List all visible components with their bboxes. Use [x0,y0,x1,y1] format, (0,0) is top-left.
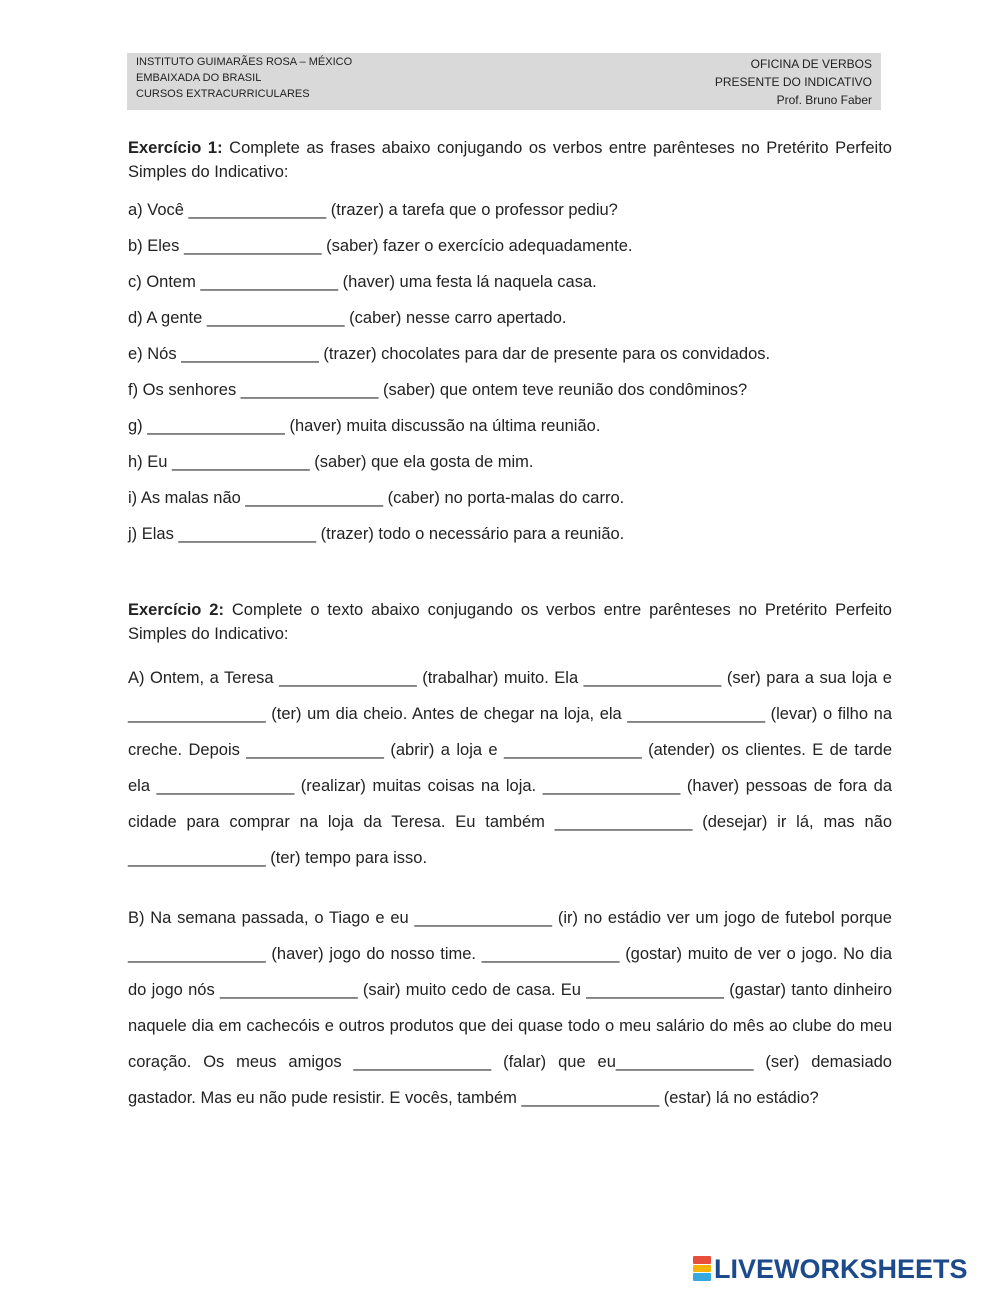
exercise-2 [128,598,892,1116]
answer-blank[interactable]: _______________ [521,1089,660,1107]
logo-bar-blue [693,1273,711,1281]
answer-blank[interactable]: _______________ [181,345,319,363]
answer-blank[interactable]: _______________ [615,1053,754,1071]
exercise-1-items [128,198,892,558]
item-prefix: a) Você [128,201,189,219]
item-prefix: f) Os senhores [128,381,241,399]
answer-blank[interactable]: _______________ [627,705,765,723]
paragraph-text: (levar) o filho na creche. Depois [128,705,893,759]
item-suffix: (haver) uma festa lá naquela casa. [338,273,597,291]
answer-blank[interactable]: _______________ [279,669,417,687]
item-prefix: h) Eu [128,453,173,471]
header-right-line-2: PRESENTE DO INDICATIVO [714,75,872,89]
exercise-1-item [128,414,892,450]
answer-blank[interactable]: _______________ [583,669,722,687]
answer-blank[interactable]: _______________ [554,813,693,831]
exercise-2-label: Exercício 2: [128,601,224,619]
exercise-1-item [128,486,892,522]
worksheet-content [128,136,892,1116]
logo-bar-red [693,1256,711,1264]
answer-blank[interactable]: _______________ [178,525,317,543]
header-institution [136,54,352,102]
answer-blank[interactable]: _______________ [542,777,681,795]
paragraph-text: (estar) lá no estádio? [659,1089,819,1107]
paragraph-text: (falar) que eu [491,1053,616,1071]
answer-blank[interactable]: _______________ [188,201,327,219]
liveworksheets-brand [693,1254,968,1284]
exercise-1-item [128,450,892,486]
exercise-1-item [128,198,892,234]
answer-blank[interactable]: _______________ [128,705,266,723]
answer-blank[interactable]: _______________ [586,981,724,999]
item-prefix: j) Elas [128,525,179,543]
page-header [127,53,881,110]
answer-blank[interactable]: _______________ [353,1053,492,1071]
paragraph-text: (haver) pessoas de fora da cidade para comprar na loja da Teresa. Eu também [128,777,892,831]
item-suffix: (saber) que ontem teve reunião dos condôminos? [378,381,748,399]
answer-blank[interactable]: _______________ [128,945,266,963]
item-prefix: e) Nós [128,345,182,363]
answer-blank[interactable]: _______________ [183,237,322,255]
answer-blank[interactable]: _______________ [128,849,266,867]
answer-blank[interactable]: _______________ [414,909,553,927]
exercise-1-label: Exercício 1: [128,139,223,157]
paragraph-text: (desejar) ir lá, mas não [692,813,892,831]
paragraph-text: (abrir) a loja e [383,741,505,759]
exercise-1-item [128,522,892,558]
item-prefix: i) As malas não [128,489,246,507]
item-prefix: c) Ontem [128,273,201,291]
item-suffix: (caber) nesse carro apertado. [344,309,567,327]
paragraph-text: (haver) jogo do nosso time. [265,945,482,963]
header-course [715,54,872,109]
paragraph-text: (gastar) tanto dinheiro naquele dia em cachecóis e outros produtos que dei quase todo o meu salário do mês ao clube do meu coração. Os meus amigos [128,981,893,1071]
answer-blank[interactable]: _______________ [504,741,642,759]
item-suffix: (saber) fazer o exercício adequadamente. [321,237,633,255]
paragraph-text: (ter) um dia cheio. Antes de chegar na loja, ela [265,705,628,723]
header-right-line-3: Prof. Bruno Faber [776,93,872,107]
paragraph-text: (ter) tempo para isso. [265,849,428,867]
answer-blank[interactable]: _______________ [219,981,358,999]
paragraph-text: (ser) demasiado gastador. Mas eu não pude resistir. E vocês, também [128,1053,892,1107]
exercise-1-item [128,378,892,414]
answer-blank[interactable]: _______________ [200,273,339,291]
exercise-2-instruction [128,598,892,646]
item-prefix: d) A gente [128,309,207,327]
paragraph-text: (ser) para a sua loja e [721,669,892,687]
liveworksheets-logo-icon [693,1256,711,1282]
answer-blank[interactable]: _______________ [172,453,310,471]
item-suffix: (trazer) todo o necessário para a reunião. [316,525,625,543]
paragraph-text: (ir) no estádio ver um jogo de futebol porque [552,909,892,927]
exercise-1-text: Complete as frases abaixo conjugando os verbos entre parênteses no Pretérito Perfeito Simples do Indicativo: [128,139,892,181]
header-left-line-3: CURSOS EXTRACURRICULARES [136,88,310,100]
answer-blank[interactable]: _______________ [206,309,345,327]
item-prefix: g) [128,417,148,435]
item-prefix: b) Eles [128,237,184,255]
paragraph-text: B) Na semana passada, o Tiago e eu [128,909,415,927]
paragraph-text: (gostar) muito de ver o jogo. No dia do jogo nós [128,945,892,999]
paragraph-text: (atender) os clientes. E de tarde ela [128,741,892,795]
item-suffix: (haver) muita discussão na última reunião. [284,417,601,435]
answer-blank[interactable]: _______________ [246,741,384,759]
answer-blank[interactable]: _______________ [156,777,295,795]
answer-blank[interactable]: _______________ [147,417,285,435]
exercise-2-text: Complete o texto abaixo conjugando os verbos entre parênteses no Pretérito Perfeito Simples do Indicativo: [128,601,892,643]
paragraph-text: (trabalhar) muito. Ela [416,669,584,687]
exercise-1-item [128,270,892,306]
exercise-1-instruction [128,136,892,184]
brand-name: LIVEWORKSHEETS [714,1253,968,1284]
paragraph-text: A) Ontem, a Teresa [128,669,280,687]
item-suffix: (saber) que ela gosta de mim. [309,453,534,471]
exercise-1-item [128,306,892,342]
exercise-2-paragraph-b [128,900,892,1116]
header-left-line-1: INSTITUTO GUIMARÃES ROSA – MÉXICO [136,56,353,68]
logo-bar-yellow [693,1265,711,1273]
answer-blank[interactable]: _______________ [481,945,620,963]
header-left-line-2: EMBAIXADA DO BRASIL [136,72,262,84]
paragraph-text: (sair) muito cedo de casa. Eu [357,981,587,999]
exercise-2-paragraph-a [128,660,892,876]
exercise-1-item [128,342,892,378]
answer-blank[interactable]: _______________ [245,489,384,507]
item-suffix: (caber) no porta-malas do carro. [383,489,625,507]
paragraph-text: (realizar) muitas coisas na loja. [294,777,543,795]
header-right-line-1: OFICINA DE VERBOS [750,57,872,71]
exercise-1-item [128,234,892,270]
item-suffix: (trazer) a tarefa que o professor pediu? [326,201,618,219]
item-suffix: (trazer) chocolates para dar de presente para os convidados. [318,345,771,363]
answer-blank[interactable]: _______________ [240,381,379,399]
